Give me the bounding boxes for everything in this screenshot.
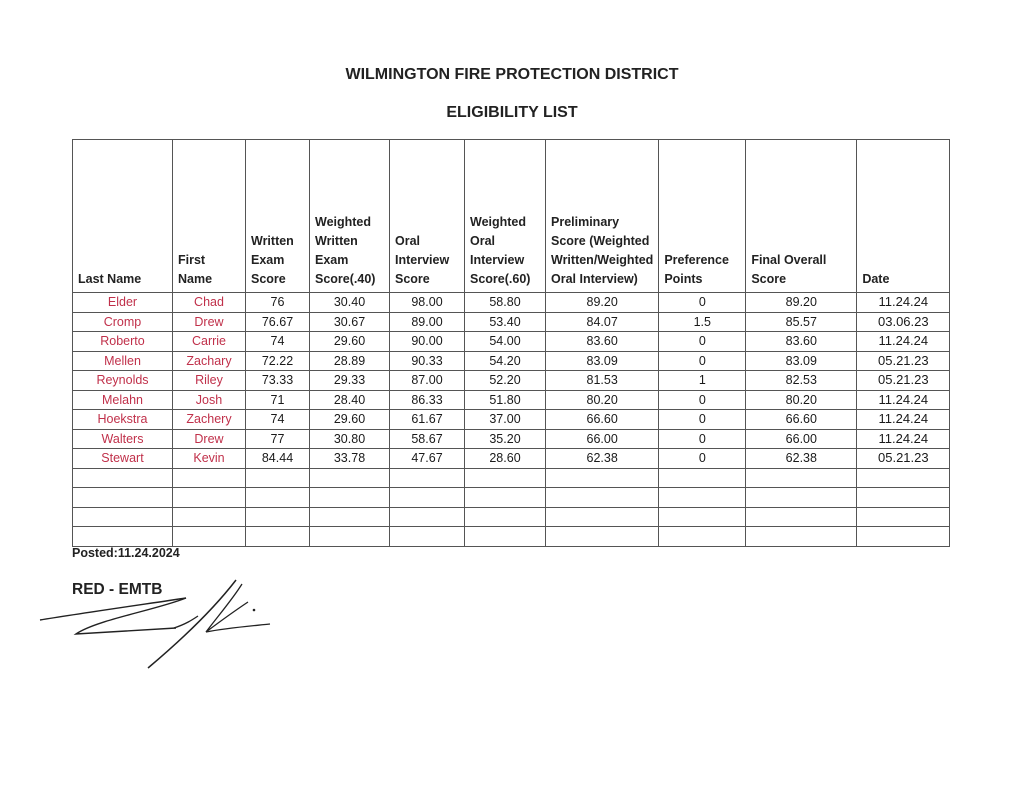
weighted-oral-cell: 58.80: [465, 293, 546, 313]
empty-cell: [73, 488, 173, 508]
final-score-cell: 66.00: [746, 429, 857, 449]
oral-score-cell: 87.00: [390, 371, 465, 391]
empty-cell: [390, 507, 465, 527]
empty-cell: [390, 527, 465, 547]
empty-cell: [659, 468, 746, 488]
preference-points-cell: 0: [659, 449, 746, 469]
written-score-cell: 74: [246, 410, 310, 430]
empty-cell: [465, 468, 546, 488]
preliminary-score-cell: 80.20: [546, 390, 659, 410]
date-cell: 11.24.24: [857, 410, 950, 430]
oral-score-cell: 90.33: [390, 351, 465, 371]
empty-cell: [746, 507, 857, 527]
first-name-cell: Zachery: [173, 410, 246, 430]
last-name-cell: Reynolds: [73, 371, 173, 391]
preference-points-cell: 0: [659, 429, 746, 449]
empty-cell: [390, 488, 465, 508]
oral-score-cell: 90.00: [390, 332, 465, 352]
preference-points-cell: 1: [659, 371, 746, 391]
written-score-cell: 76.67: [246, 312, 310, 332]
empty-cell: [173, 468, 246, 488]
empty-cell: [246, 468, 310, 488]
empty-cell: [173, 507, 246, 527]
empty-cell: [857, 488, 950, 508]
last-name-cell: Melahn: [73, 390, 173, 410]
empty-cell: [659, 507, 746, 527]
empty-cell: [246, 488, 310, 508]
weighted-oral-cell: 54.00: [465, 332, 546, 352]
date-cell: 05.21.23: [857, 371, 950, 391]
weighted-written-cell: 33.78: [310, 449, 390, 469]
weighted-oral-cell: 35.20: [465, 429, 546, 449]
column-header: First Name: [173, 140, 246, 293]
empty-cell: [659, 527, 746, 547]
oral-score-cell: 89.00: [390, 312, 465, 332]
preference-points-cell: 0: [659, 332, 746, 352]
empty-table-row: [73, 527, 950, 547]
preliminary-score-cell: 66.00: [546, 429, 659, 449]
preference-points-cell: 0: [659, 390, 746, 410]
column-header: Weighted Oral Interview Score(.60): [465, 140, 546, 293]
weighted-oral-cell: 37.00: [465, 410, 546, 430]
last-name-cell: Elder: [73, 293, 173, 313]
first-name-cell: Kevin: [173, 449, 246, 469]
empty-cell: [746, 468, 857, 488]
empty-cell: [310, 527, 390, 547]
empty-cell: [246, 507, 310, 527]
signature-graphic: [36, 576, 286, 676]
oral-score-cell: 47.67: [390, 449, 465, 469]
weighted-written-cell: 29.60: [310, 410, 390, 430]
empty-cell: [465, 488, 546, 508]
date-cell: 03.06.23: [857, 312, 950, 332]
status-label: RED - EMTB: [72, 581, 163, 598]
weighted-oral-cell: 52.20: [465, 371, 546, 391]
preference-points-cell: 0: [659, 293, 746, 313]
date-cell: 05.21.23: [857, 449, 950, 469]
weighted-written-cell: 28.89: [310, 351, 390, 371]
first-name-cell: Chad: [173, 293, 246, 313]
date-cell: 11.24.24: [857, 429, 950, 449]
preliminary-score-cell: 81.53: [546, 371, 659, 391]
empty-cell: [73, 507, 173, 527]
table-body: [73, 293, 950, 547]
first-name-cell: Carrie: [173, 332, 246, 352]
weighted-written-cell: 30.80: [310, 429, 390, 449]
empty-cell: [546, 507, 659, 527]
preference-points-cell: 0: [659, 351, 746, 371]
preliminary-score-cell: 84.07: [546, 312, 659, 332]
column-header: Weighted Written Exam Score(.40): [310, 140, 390, 293]
column-header: Date: [857, 140, 950, 293]
final-score-cell: 82.53: [746, 371, 857, 391]
table-row: [73, 371, 950, 391]
last-name-cell: Walters: [73, 429, 173, 449]
written-score-cell: 77: [246, 429, 310, 449]
table-row: [73, 429, 950, 449]
empty-cell: [546, 527, 659, 547]
oral-score-cell: 86.33: [390, 390, 465, 410]
empty-cell: [310, 468, 390, 488]
preliminary-score-cell: 62.38: [546, 449, 659, 469]
date-cell: 11.24.24: [857, 332, 950, 352]
weighted-oral-cell: 28.60: [465, 449, 546, 469]
final-score-cell: 66.60: [746, 410, 857, 430]
eligibility-table: [72, 139, 950, 547]
last-name-cell: Mellen: [73, 351, 173, 371]
table-row: [73, 293, 950, 313]
final-score-cell: 83.60: [746, 332, 857, 352]
empty-cell: [465, 527, 546, 547]
oral-score-cell: 98.00: [390, 293, 465, 313]
written-score-cell: 76: [246, 293, 310, 313]
final-score-cell: 83.09: [746, 351, 857, 371]
weighted-written-cell: 29.60: [310, 332, 390, 352]
first-name-cell: Zachary: [173, 351, 246, 371]
oral-score-cell: 61.67: [390, 410, 465, 430]
final-score-cell: 80.20: [746, 390, 857, 410]
empty-cell: [73, 468, 173, 488]
written-score-cell: 73.33: [246, 371, 310, 391]
empty-cell: [546, 488, 659, 508]
empty-cell: [173, 527, 246, 547]
empty-cell: [746, 527, 857, 547]
empty-cell: [390, 468, 465, 488]
written-score-cell: 72.22: [246, 351, 310, 371]
last-name-cell: Roberto: [73, 332, 173, 352]
oral-score-cell: 58.67: [390, 429, 465, 449]
table-row: [73, 312, 950, 332]
column-header: Preliminary Score (Weighted Written/Weighted Oral Interview): [546, 140, 659, 293]
written-score-cell: 84.44: [246, 449, 310, 469]
final-score-cell: 85.57: [746, 312, 857, 332]
column-header: Written Exam Score: [246, 140, 310, 293]
empty-cell: [73, 527, 173, 547]
last-name-cell: Cromp: [73, 312, 173, 332]
table-row: [73, 390, 950, 410]
empty-cell: [857, 527, 950, 547]
column-header: Last Name: [73, 140, 173, 293]
empty-table-row: [73, 488, 950, 508]
weighted-oral-cell: 53.40: [465, 312, 546, 332]
written-score-cell: 71: [246, 390, 310, 410]
preference-points-cell: 0: [659, 410, 746, 430]
weighted-oral-cell: 54.20: [465, 351, 546, 371]
preliminary-score-cell: 83.60: [546, 332, 659, 352]
table-row: [73, 351, 950, 371]
last-name-cell: Hoekstra: [73, 410, 173, 430]
document-title: WILMINGTON FIRE PROTECTION DISTRICT: [345, 66, 679, 83]
weighted-written-cell: 29.33: [310, 371, 390, 391]
table-row: [73, 410, 950, 430]
preliminary-score-cell: 66.60: [546, 410, 659, 430]
empty-cell: [173, 488, 246, 508]
date-cell: 11.24.24: [857, 293, 950, 313]
preliminary-score-cell: 89.20: [546, 293, 659, 313]
empty-cell: [659, 488, 746, 508]
table-row: [73, 332, 950, 352]
empty-cell: [857, 507, 950, 527]
preliminary-score-cell: 83.09: [546, 351, 659, 371]
first-name-cell: Drew: [173, 312, 246, 332]
document-subtitle: ELIGIBILITY LIST: [446, 104, 578, 121]
last-name-cell: Stewart: [73, 449, 173, 469]
date-cell: 05.21.23: [857, 351, 950, 371]
preference-points-cell: 1.5: [659, 312, 746, 332]
column-header: Oral Interview Score: [390, 140, 465, 293]
empty-cell: [857, 468, 950, 488]
empty-table-row: [73, 507, 950, 527]
posted-date: Posted:11.24.2024: [72, 546, 180, 560]
empty-cell: [310, 507, 390, 527]
weighted-oral-cell: 51.80: [465, 390, 546, 410]
empty-cell: [546, 468, 659, 488]
weighted-written-cell: 30.40: [310, 293, 390, 313]
weighted-written-cell: 30.67: [310, 312, 390, 332]
written-score-cell: 74: [246, 332, 310, 352]
column-header: Final Overall Score: [746, 140, 857, 293]
final-score-cell: 62.38: [746, 449, 857, 469]
empty-cell: [465, 507, 546, 527]
first-name-cell: Riley: [173, 371, 246, 391]
table-row: [73, 449, 950, 469]
empty-cell: [746, 488, 857, 508]
table-header-row: [73, 140, 950, 293]
first-name-cell: Josh: [173, 390, 246, 410]
weighted-written-cell: 28.40: [310, 390, 390, 410]
final-score-cell: 89.20: [746, 293, 857, 313]
empty-cell: [246, 527, 310, 547]
column-header: Preference Points: [659, 140, 746, 293]
empty-cell: [310, 488, 390, 508]
date-cell: 11.24.24: [857, 390, 950, 410]
first-name-cell: Drew: [173, 429, 246, 449]
empty-table-row: [73, 468, 950, 488]
